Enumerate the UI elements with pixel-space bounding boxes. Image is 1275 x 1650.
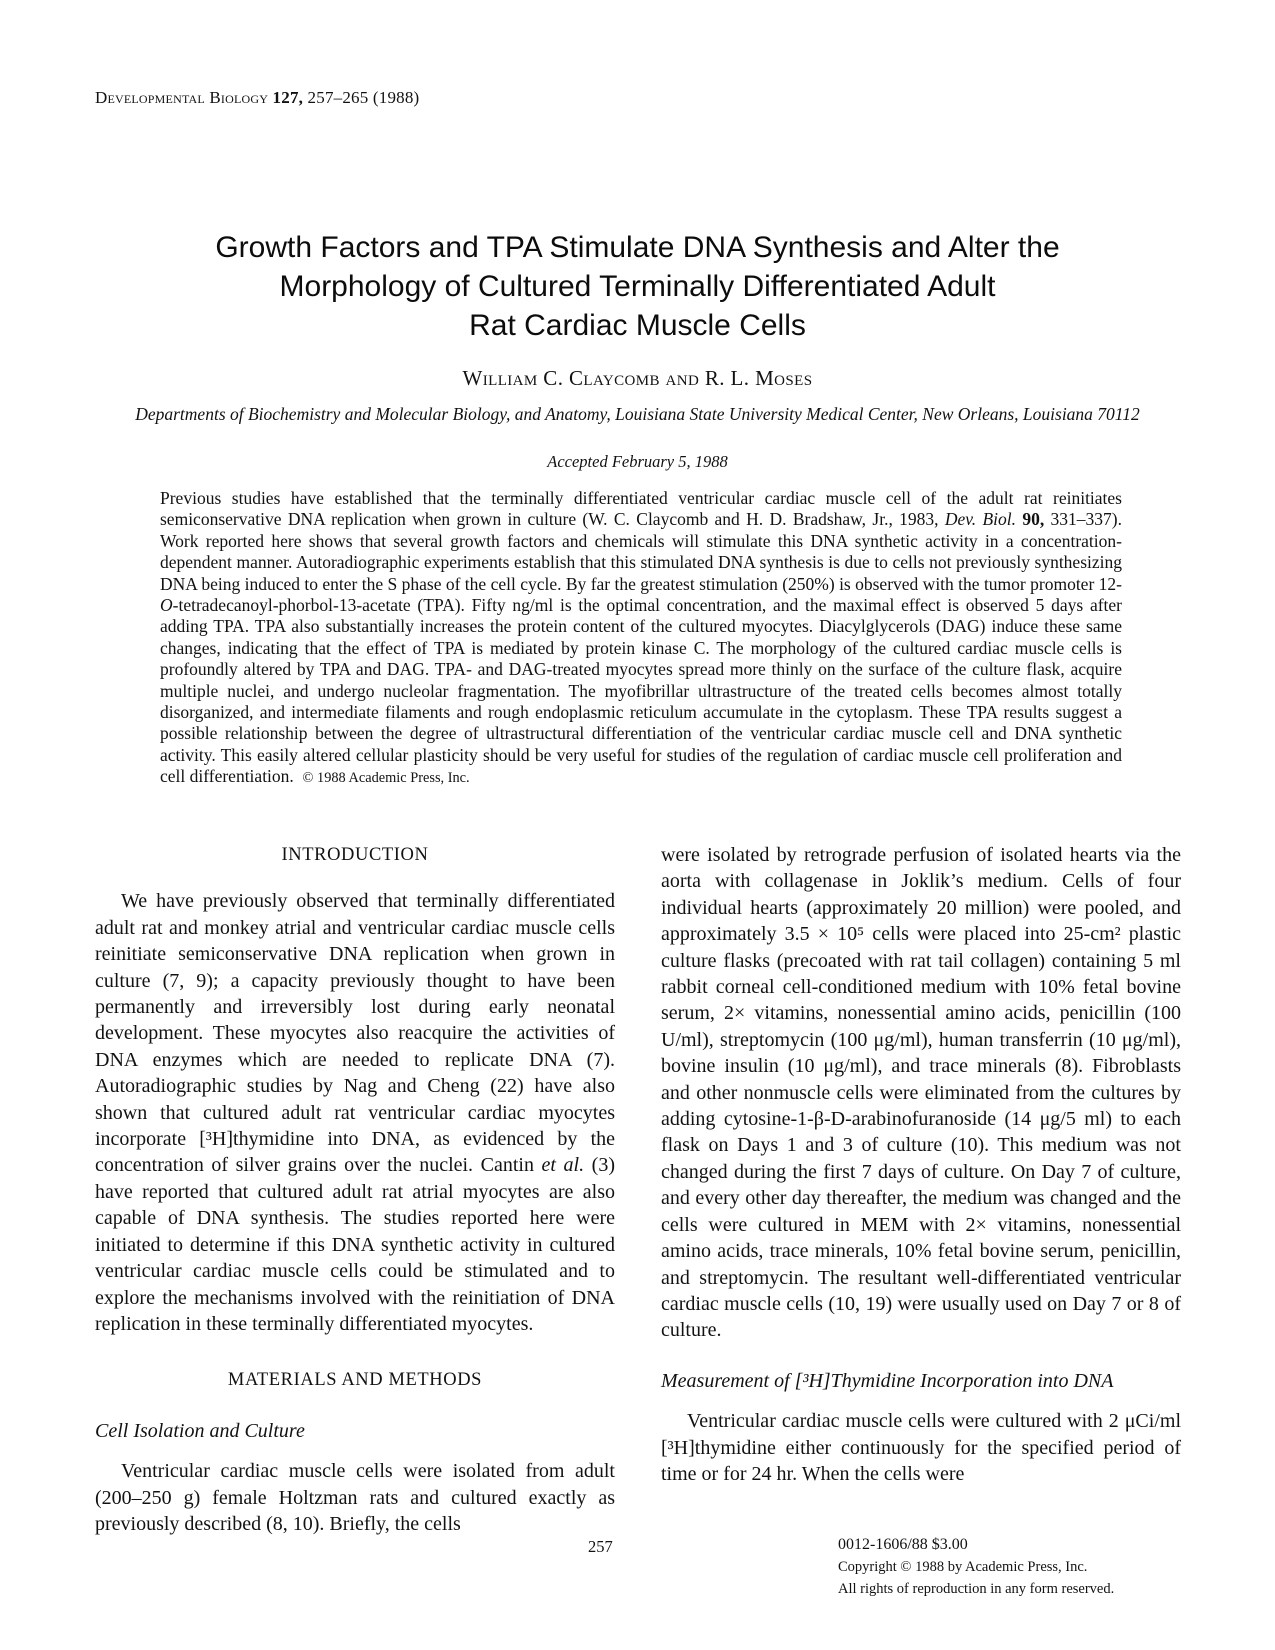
measurement-paragraph: Ventricular cardiac muscle cells were cultured with 2 μCi/ml [³H]thymidine either continuously for the specified period of time or for 24 hr. When the cells were bbox=[661, 1410, 1181, 1485]
abstract-paragraph: Previous studies have established that the terminally differentiated ventricular cardiac muscle cell of the adult rat reinitiates semiconservative DNA replication when grown in culture (W. C. Claycomb and H. D. Bradshaw, Jr., 1983, Dev. Biol. 90, 331–337). Work reported here shows that several growth factors and chemicals will stimulate this DNA synthetic activity in a concentration-dependent manner. Autoradiographic experiments establish that this stimulated DNA synthesis is due to cells not previously synthesizing DNA being induced to enter the S phase of the cell cycle. By far the greatest stimulation (250%) is observed with the tumor promoter 12-O-tetradecanoyl-phorbol-13-acetate (TPA). Fifty ng/ml is the optimal concentration, and the maximal effect is observed 5 days after adding TPA. TPA also substantially increases the protein content of the cultured myocytes. Diacylglycerols (DAG) induce these same changes, indicating that the effect of TPA is mediated by protein kinase C. The morphology of the cultured cardiac muscle cells is profoundly altered by TPA and DAG. TPA- and DAG-treated myocytes spread more thinly on the surface of the culture flask, acquire multiple nuclei, and undergo nucleolar fragmentation. The myofibrillar ultrastructure of the treated cells becomes almost totally disorganized, and intermediate filaments and rough endoplasmic reticulum accumulate in the cytoplasm. These TPA results suggest a possible relationship between the degree of ultrastructural differentiation of the ventricular cardiac muscle cell and DNA synthetic activity. This easily altered cellular plasticity should be very useful for studies of the regulation of cardiac muscle cell proliferation and cell differentiation. © 1988 Academic Press, Inc. bbox=[160, 488, 1123, 787]
measurement-subheading: Measurement of [³H]Thymidine Incorporation into DNA bbox=[661, 1369, 1114, 1392]
materials-methods-heading: MATERIALS AND METHODS bbox=[227, 1370, 483, 1391]
left-column bbox=[95, 842, 615, 1537]
page-number: 257 bbox=[588, 1537, 613, 1556]
introduction-paragraph: We have previously observed that terminally differentiated adult rat and monkey atrial and ventricular cardiac muscle cells reinitiate semiconservative DNA replication when grown in culture (7, 9); a capacity previously thought to have been permanently and irreversibly lost during early neonatal development. These myocytes also reacquire the activities of DNA enzymes which are needed to replicate DNA (7). Autoradiographic studies by Nag and Cheng (22) have also shown that cultured adult rat ventricular cardiac myocytes incorporate [³H]thymidine into DNA, as evidenced by the concentration of silver grains over the nuclei. Cantin et al. (3) have reported that cultured adult rat atrial myocytes are also capable of DNA synthesis. The studies reported here were initiated to determine if this DNA synthetic activity in cultured ventricular cardiac muscle cells could be stimulated and to explore the mechanisms involved with the reinitiation of DNA replication in these terminally differentiated myocytes. bbox=[95, 890, 615, 1335]
article-title bbox=[0, 228, 1275, 345]
journal-header: Developmental Biology 127, 257–265 (1988) bbox=[95, 88, 420, 107]
cell-isolation-subheading: Cell Isolation and Culture bbox=[95, 1419, 305, 1442]
right-column bbox=[661, 842, 1181, 1537]
footer-copyright-block bbox=[838, 1533, 1198, 1600]
footer-copyright: Copyright © 1988 by Academic Press, Inc. bbox=[838, 1559, 1088, 1575]
title-line-3: Rat Cardiac Muscle Cells bbox=[469, 309, 806, 342]
authors-line: William C. Claycomb and R. L. Moses bbox=[462, 366, 813, 390]
introduction-heading: INTRODUCTION bbox=[281, 845, 429, 865]
body-columns bbox=[95, 842, 1182, 1537]
cell-isolation-paragraph: Ventricular cardiac muscle cells were isolated from adult (200–250 g) female Holtzman rats and cultured exactly as previously described (8, 10). Briefly, the cells bbox=[95, 1460, 615, 1535]
footer-rights: All rights of reproduction in any form reserved. bbox=[838, 1581, 1115, 1597]
continuation-paragraph: were isolated by retrograde perfusion of isolated hearts via the aorta with collagenase in Joklik’s medium. Cells of four individual hearts (approximately 20 million) were pooled, and approximately 3.5 × 10⁵ cells were placed into 25-cm² plastic culture flasks (precoated with rat tail collagen) containing 5 ml rabbit corneal cell-conditioned medium with 10% fetal bovine serum, 2× vitamins, nonessential amino acids, penicillin (100 U/ml), streptomycin (100 μg/ml), human transferrin (10 μg/ml), bovine insulin (10 μg/ml), and trace minerals (8). Fibroblasts and other nonmuscle cells were eliminated from the cultures by adding cytosine-1-β-D-arabinofuranoside (14 μg/5 ml) to each flask on Days 1 and 3 of culture (10). This medium was not changed during the first 7 days of culture. On Day 7 of culture, and every other day thereafter, the medium was changed and the cells were cultured in MEM with 2× vitamins, nonessential amino acids, trace minerals, 10% fetal bovine serum, penicillin, and streptomycin. The resultant well-differentiated ventricular cardiac muscle cells (10, 19) were usually used on Day 7 or 8 of culture. bbox=[661, 844, 1181, 1342]
affiliation-line: Departments of Biochemistry and Molecular Biology, and Anatomy, Louisiana State University Medical Center, New Orleans, Louisiana 70112 bbox=[135, 404, 1140, 424]
footer-issn-price: 0012-1606/88 $3.00 bbox=[838, 1536, 968, 1553]
title-line-1: Growth Factors and TPA Stimulate DNA Synthesis and Alter the bbox=[215, 231, 1060, 264]
title-line-2: Morphology of Cultured Terminally Differentiated Adult bbox=[279, 270, 996, 303]
accepted-date: Accepted February 5, 1988 bbox=[547, 452, 728, 471]
